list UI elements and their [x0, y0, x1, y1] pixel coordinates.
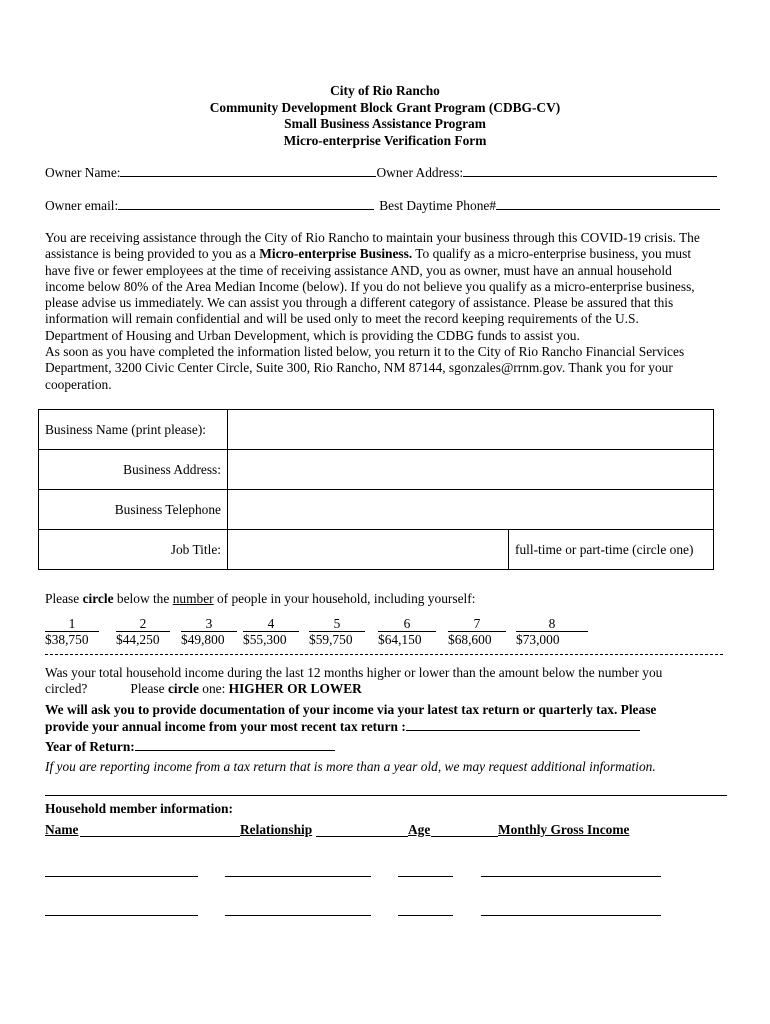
- question-line: Was your total household income during the last 12 months higher or lower than the amount below the number you: [45, 665, 663, 680]
- income-limit: $49,800: [181, 632, 225, 647]
- household-size-option[interactable]: [309, 617, 365, 648]
- table-row: [39, 490, 714, 530]
- household-size-number: 2: [116, 617, 170, 632]
- table-row: [39, 410, 714, 450]
- question-text: one:: [198, 681, 229, 697]
- owner-phone-label: Best Daytime Phone#: [379, 198, 497, 213]
- micro-enterprise-emphasis: Micro-enterprise Business.: [259, 246, 413, 262]
- household-size-option[interactable]: [181, 617, 237, 648]
- header-city: City of Rio Rancho: [330, 83, 440, 98]
- business-info-table: [38, 409, 714, 570]
- business-telephone-field[interactable]: [228, 490, 714, 530]
- household-size-number: 6: [378, 617, 436, 632]
- household-size-option[interactable]: [45, 617, 99, 648]
- prompt-text: Please: [45, 591, 83, 606]
- question-circle-word: circle: [167, 681, 199, 697]
- intro-line: have five or fewer employees at the time of receiving assistance AND, you as owner, must have an annual household: [45, 262, 672, 278]
- intro-line: income below 80% of the Area Median Income (below). If you do not believe you qualify as a micro-enterprise business,: [45, 278, 695, 294]
- question-line: [45, 681, 735, 697]
- income-limit: $73,000: [516, 632, 560, 647]
- year-of-return-field[interactable]: [135, 738, 335, 751]
- household-size-number: 8: [516, 617, 588, 632]
- documentation-text: provide your annual income from your most recent tax return :: [45, 719, 406, 735]
- owner-email-field[interactable]: [118, 197, 374, 210]
- year-of-return-label: Year of Return:: [45, 739, 135, 754]
- prompt-text: of people in your household, including yourself:: [213, 591, 476, 606]
- section-divider: [45, 795, 727, 796]
- header-underline: [316, 836, 408, 837]
- intro-paragraph: [45, 230, 735, 393]
- job-title-label: Job Title:: [39, 530, 228, 570]
- member-relationship-field[interactable]: [225, 915, 371, 916]
- higher-or-lower-choice[interactable]: HIGHER OR LOWER: [228, 681, 362, 697]
- income-limit: $59,750: [309, 632, 353, 647]
- header-form-title: Micro-enterprise Verification Form: [283, 132, 487, 148]
- intro-text: assistance is being provided to you as a: [45, 246, 260, 262]
- intro-line: information will remain confidential and will be used only to meet the record keeping requirements of the U.S.: [45, 311, 639, 327]
- income-limit: $55,300: [243, 632, 287, 647]
- column-header-name: Name: [45, 822, 79, 837]
- table-row: [39, 450, 714, 490]
- member-age-field[interactable]: [398, 915, 453, 916]
- intro-line: [45, 246, 735, 262]
- fulltime-parttime-choice[interactable]: full-time or part-time (circle one): [509, 530, 714, 570]
- member-name-field[interactable]: [45, 876, 198, 877]
- household-size-option[interactable]: [378, 617, 436, 648]
- household-size-option[interactable]: [516, 617, 588, 648]
- income-limit: $68,600: [448, 632, 492, 647]
- column-header-monthly-income: Monthly Gross Income: [498, 822, 630, 837]
- member-income-field[interactable]: [481, 915, 661, 916]
- documentation-line: We will ask you to provide documentation of your income via your latest tax return or quarterly tax. Please: [45, 702, 657, 717]
- documentation-line: [45, 718, 735, 735]
- job-title-field[interactable]: [228, 530, 509, 570]
- income-limit: $64,150: [378, 632, 422, 647]
- prompt-circle-word: circle: [82, 591, 114, 606]
- owner-name-field[interactable]: [120, 164, 376, 177]
- member-age-field[interactable]: [398, 876, 453, 877]
- owner-phone-field[interactable]: [496, 197, 720, 210]
- owner-email-label: Owner email:: [45, 198, 119, 213]
- household-members-title: Household member information:: [45, 801, 233, 816]
- year-of-return-row: [45, 738, 335, 755]
- owner-address-label: Owner Address:: [376, 165, 464, 180]
- documentation-request: [45, 702, 735, 736]
- household-size-option[interactable]: [448, 617, 506, 648]
- member-income-field[interactable]: [481, 876, 661, 877]
- intro-text: To qualify as a micro-enterprise business, you must: [412, 246, 692, 262]
- household-size-prompt: [45, 591, 475, 607]
- business-telephone-label: Business Telephone: [39, 490, 228, 530]
- owner-address-field[interactable]: [463, 164, 717, 177]
- household-size-option[interactable]: [243, 617, 299, 648]
- intro-line: please advise us immediately. We can assist you through a different category of assistance. Please be assured that this: [45, 295, 674, 311]
- dashed-divider: [45, 654, 723, 655]
- header-program: Community Development Block Grant Program (CDBG-CV): [209, 99, 561, 115]
- intro-line: Department of Housing and Urban Development, which is providing the CDBG funds to assist you.: [45, 327, 580, 343]
- intro-line: cooperation.: [45, 376, 112, 392]
- household-size-number: 7: [448, 617, 506, 632]
- intro-line: Department, 3200 Civic Center Circle, Suite 300, Rio Rancho, NM 87144, sgonzales@rrnm.gov. Thank you for your: [45, 360, 673, 376]
- income-question: [45, 665, 735, 698]
- business-name-label: Business Name (print please):: [39, 410, 228, 450]
- header-underline: [80, 836, 240, 837]
- form-header: [0, 83, 770, 149]
- tax-return-note: If you are reporting income from a tax return that is more than a year old, we may request additional information.: [45, 759, 656, 774]
- prompt-number-word: number: [172, 591, 214, 606]
- income-limit: $44,250: [116, 632, 160, 647]
- business-address-label: Business Address:: [39, 450, 228, 490]
- household-size-number: 3: [181, 617, 237, 632]
- header-underline: [431, 836, 498, 837]
- header-subprogram: Small Business Assistance Program: [284, 116, 486, 131]
- owner-email-row: [45, 197, 720, 214]
- question-text: circled?: [45, 681, 88, 697]
- column-header-age: Age: [408, 822, 431, 837]
- household-size-number: 1: [45, 617, 99, 632]
- member-relationship-field[interactable]: [225, 876, 371, 877]
- annual-income-field[interactable]: [406, 718, 640, 731]
- household-size-number: 5: [309, 617, 365, 632]
- prompt-text: below the: [113, 591, 173, 606]
- business-address-field[interactable]: [228, 450, 714, 490]
- owner-name-row: [45, 164, 717, 181]
- owner-name-label: Owner Name:: [45, 165, 121, 180]
- intro-line: As soon as you have completed the information listed below, you return it to the City of Rio Rancho Financial Services: [45, 344, 685, 360]
- member-name-field[interactable]: [45, 915, 198, 916]
- business-name-field[interactable]: [228, 410, 714, 450]
- household-size-number: 4: [243, 617, 299, 632]
- household-size-option[interactable]: [116, 617, 170, 648]
- income-limit: $38,750: [45, 632, 89, 647]
- question-text: Please: [130, 681, 168, 697]
- column-header-relationship: Relationship: [240, 822, 313, 837]
- intro-line: You are receiving assistance through the City of Rio Rancho to maintain your business through this COVID-19 crisis. The: [45, 230, 700, 245]
- table-row: [39, 530, 714, 570]
